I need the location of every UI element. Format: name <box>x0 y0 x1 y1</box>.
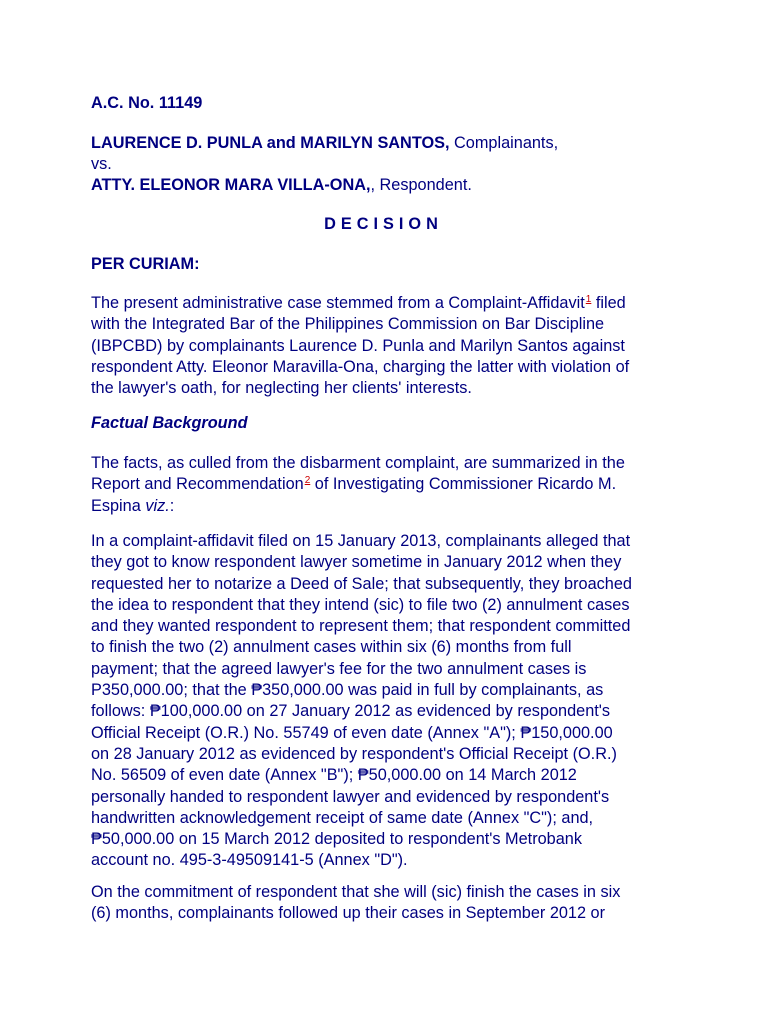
case-number: A.C. No. 11149 <box>91 94 203 112</box>
per-curiam-heading: PER CURIAM: <box>91 255 200 273</box>
complainants-names: LAURENCE D. PUNLA and MARILYN SANTOS, <box>91 134 450 152</box>
intro-line-4: respondent Atty. Eleonor Maravilla-Ona, charging the latter with violation of <box>91 357 630 376</box>
followup-paragraph <box>91 882 620 925</box>
summary-line: ₱50,000.00 on 15 March 2012 deposited to respondent's Metrobank <box>91 830 582 849</box>
versus-text: vs. <box>91 155 112 173</box>
intro-paragraph <box>91 293 629 399</box>
decision-heading: DECISION <box>324 215 443 233</box>
facts-line-3 <box>91 496 625 517</box>
intro-line-1-text: The present administrative case stemmed from a Complaint-Affidavit <box>91 294 585 312</box>
summary-line: handwritten acknowledgement receipt of same date (Annex "C"); and, <box>91 808 594 827</box>
summary-line: and they wanted respondent to represent them; that respondent committed <box>91 617 631 636</box>
summary-line: account no. 495-3-49509141-5 (Annex "D"). <box>91 851 408 870</box>
respondent-role: , Respondent. <box>370 176 472 194</box>
viz-text: viz. <box>145 496 170 515</box>
intro-line-1-tail: filed <box>591 294 626 312</box>
intro-line-2: with the Integrated Bar of the Philippines Commission on Bar Discipline <box>91 315 605 334</box>
summary-line: to finish the two (2) annulment cases within six (6) months from full <box>91 638 572 657</box>
complaint-summary-paragraph <box>91 531 632 872</box>
intro-line-5: the lawyer's oath, for neglecting her clients' interests. <box>91 379 472 398</box>
complainants-role: Complainants, <box>449 134 559 152</box>
followup-line: On the commitment of respondent that she will (sic) finish the cases in six <box>91 883 621 901</box>
summary-line: personally handed to respondent lawyer and evidenced by respondent's <box>91 787 610 806</box>
summary-line: No. 56509 of even date (Annex "B"); ₱50,000.00 on 14 March 2012 <box>91 766 577 785</box>
facts-line-2-tail: of Investigating Commissioner Ricardo M. <box>310 475 617 494</box>
summary-line: P350,000.00; that the ₱350,000.00 was paid in full by complainants, as <box>91 681 604 700</box>
followup-line: (6) months, complainants followed up their cases in September 2012 or <box>91 904 606 923</box>
facts-line-3-tail: : <box>169 496 175 515</box>
summary-line: In a complaint-affidavit filed on 15 January 2013, complainants alleged that <box>91 532 631 550</box>
facts-paragraph <box>91 453 625 517</box>
summary-line: payment; that the agreed lawyer's fee for the two annulment cases is <box>91 659 587 678</box>
facts-line-2-text: Report and Recommendation <box>91 475 304 494</box>
footnote-link-1[interactable]: 1 <box>585 293 592 305</box>
footnote-link-2[interactable]: 2 <box>304 474 311 486</box>
summary-line: requested her to notarize a Deed of Sale; that subsequently, they broached <box>91 574 632 593</box>
summary-line: the idea to respondent that they intend (sic) to file two (2) annulment cases <box>91 595 630 614</box>
facts-line-1: The facts, as culled from the disbarment complaint, are summarized in the <box>91 454 625 472</box>
summary-line: on 28 January 2012 as evidenced by respondent's Official Receipt (O.R.) <box>91 744 617 763</box>
respondent-line <box>91 175 472 196</box>
facts-line-3-text: Espina <box>91 496 146 515</box>
complainants-line <box>91 133 558 154</box>
factual-background-heading: Factual Background <box>91 414 248 432</box>
facts-line-2 <box>91 474 625 495</box>
intro-line-1 <box>91 293 629 314</box>
respondent-name: ATTY. ELEONOR MARA VILLA-ONA, <box>91 176 371 194</box>
summary-line: they got to know respondent lawyer sometime in January 2012 when they <box>91 553 622 572</box>
intro-line-3: (IBPCBD) by complainants Laurence D. Punla and Marilyn Santos against <box>91 336 625 355</box>
summary-line: follows: ₱100,000.00 on 27 January 2012 as evidenced by respondent's <box>91 702 611 721</box>
summary-line: Official Receipt (O.R.) No. 55749 of even date (Annex "A"); ₱150,000.00 <box>91 723 613 742</box>
